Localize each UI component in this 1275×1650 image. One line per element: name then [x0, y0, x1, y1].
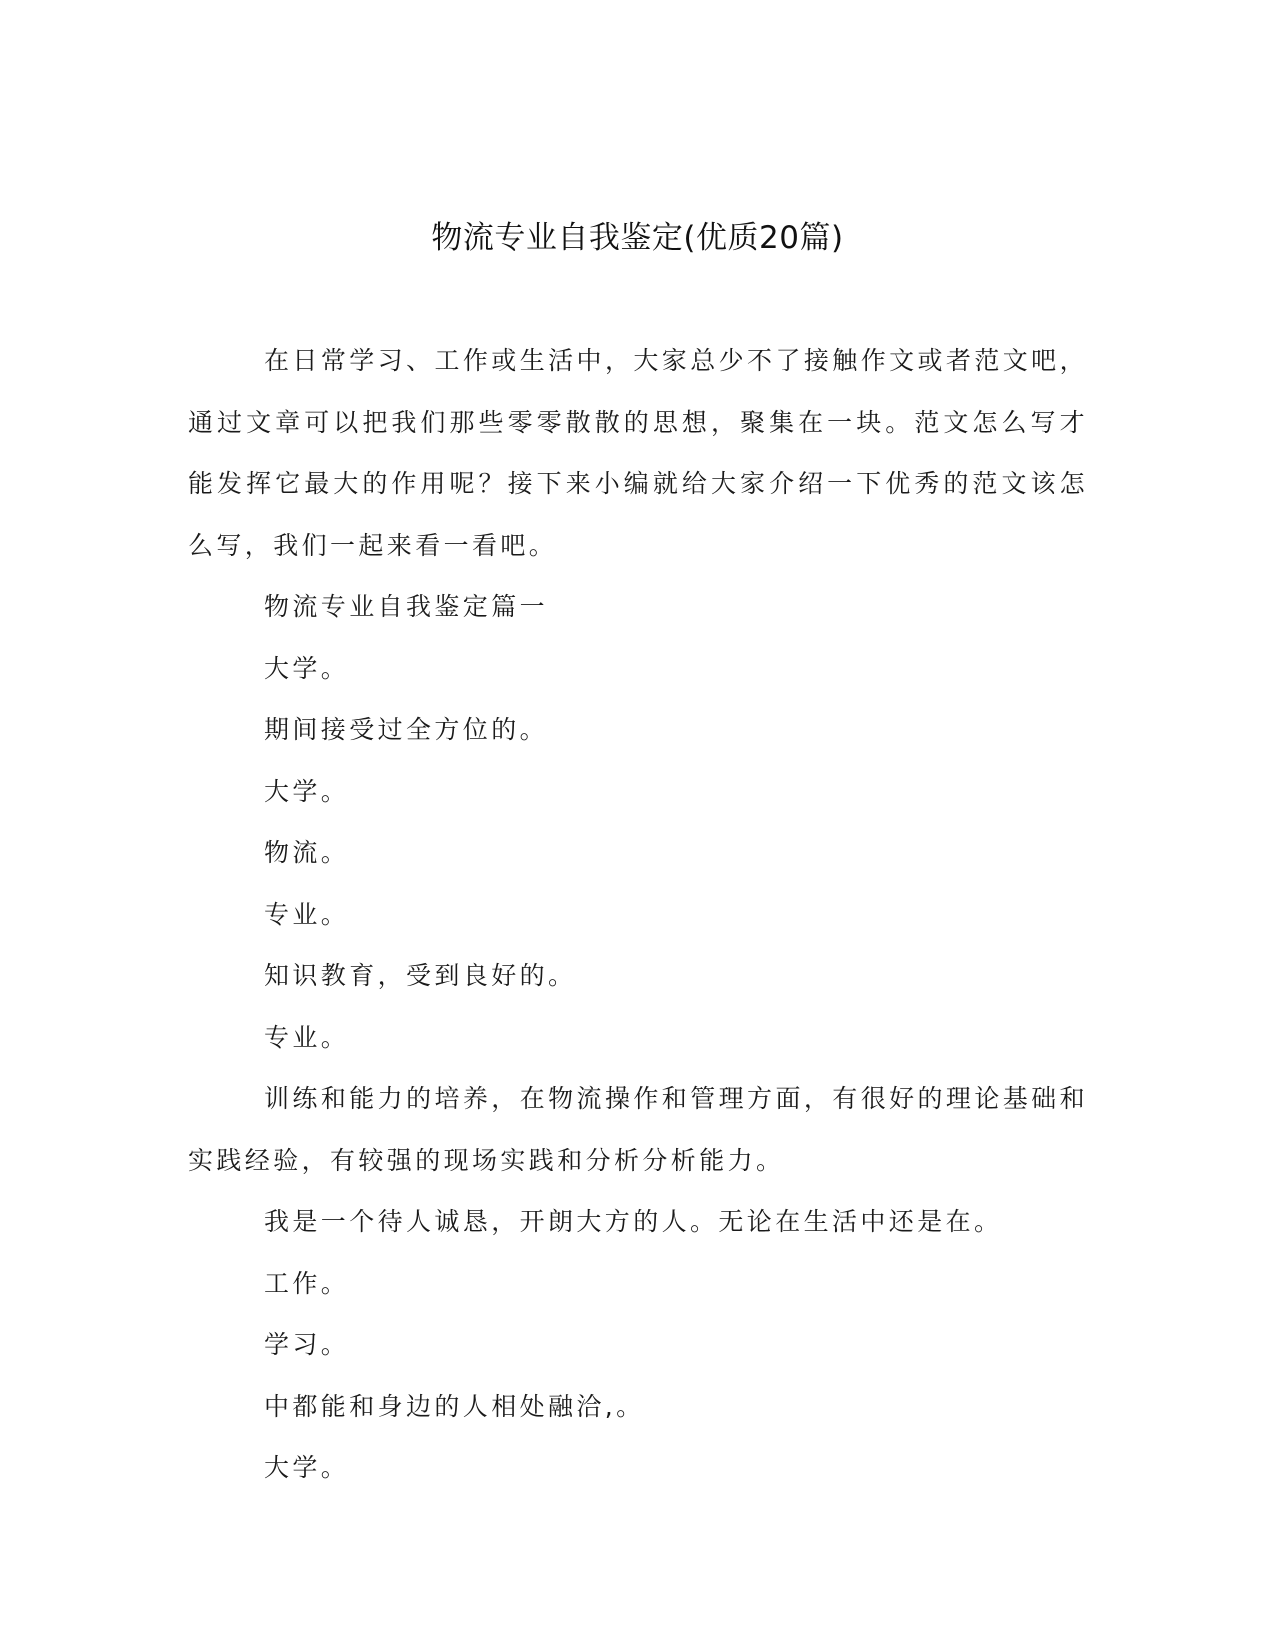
paragraph: 中都能和身边的人相处融洽,。 — [264, 1391, 645, 1421]
paragraph: 专业。 — [264, 899, 350, 929]
paragraph: 训练和能力的培养，在物流操作和管理方面，有很好的理论基础和实践经验，有较强的现场实践和分析分析能力。 — [188, 1084, 1088, 1175]
paragraph: 大学。 — [264, 653, 350, 683]
paragraph: 专业。 — [264, 1022, 350, 1052]
section-heading: 物流专业自我鉴定篇一 — [264, 592, 549, 621]
paragraph: 大学。 — [264, 776, 350, 806]
document-body — [188, 330, 1088, 1499]
paragraph: 大学。 — [264, 1453, 350, 1482]
paragraph: 知识教育，受到良好的。 — [264, 961, 577, 990]
paragraph: 物流。 — [264, 838, 350, 867]
paragraph-intro: 在日常学习、工作或生活中，大家总少不了接触作文或者范文吧，通过文章可以把我们那些零零散散的思想，聚集在一块。范文怎么写才能发挥它最大的作用呢？接下来小编就给大家介绍一下优秀的范文该怎么写，我们一起来看一看吧。 — [188, 346, 1088, 560]
document-title: 物流专业自我鉴定(优质20篇) — [431, 220, 844, 256]
paragraph: 学习。 — [264, 1330, 350, 1359]
paragraph: 期间接受过全方位的。 — [264, 715, 549, 744]
paragraph: 工作。 — [264, 1268, 350, 1298]
paragraph: 我是一个待人诚恳，开朗大方的人。无论在生活中还是在。 — [264, 1207, 1003, 1236]
